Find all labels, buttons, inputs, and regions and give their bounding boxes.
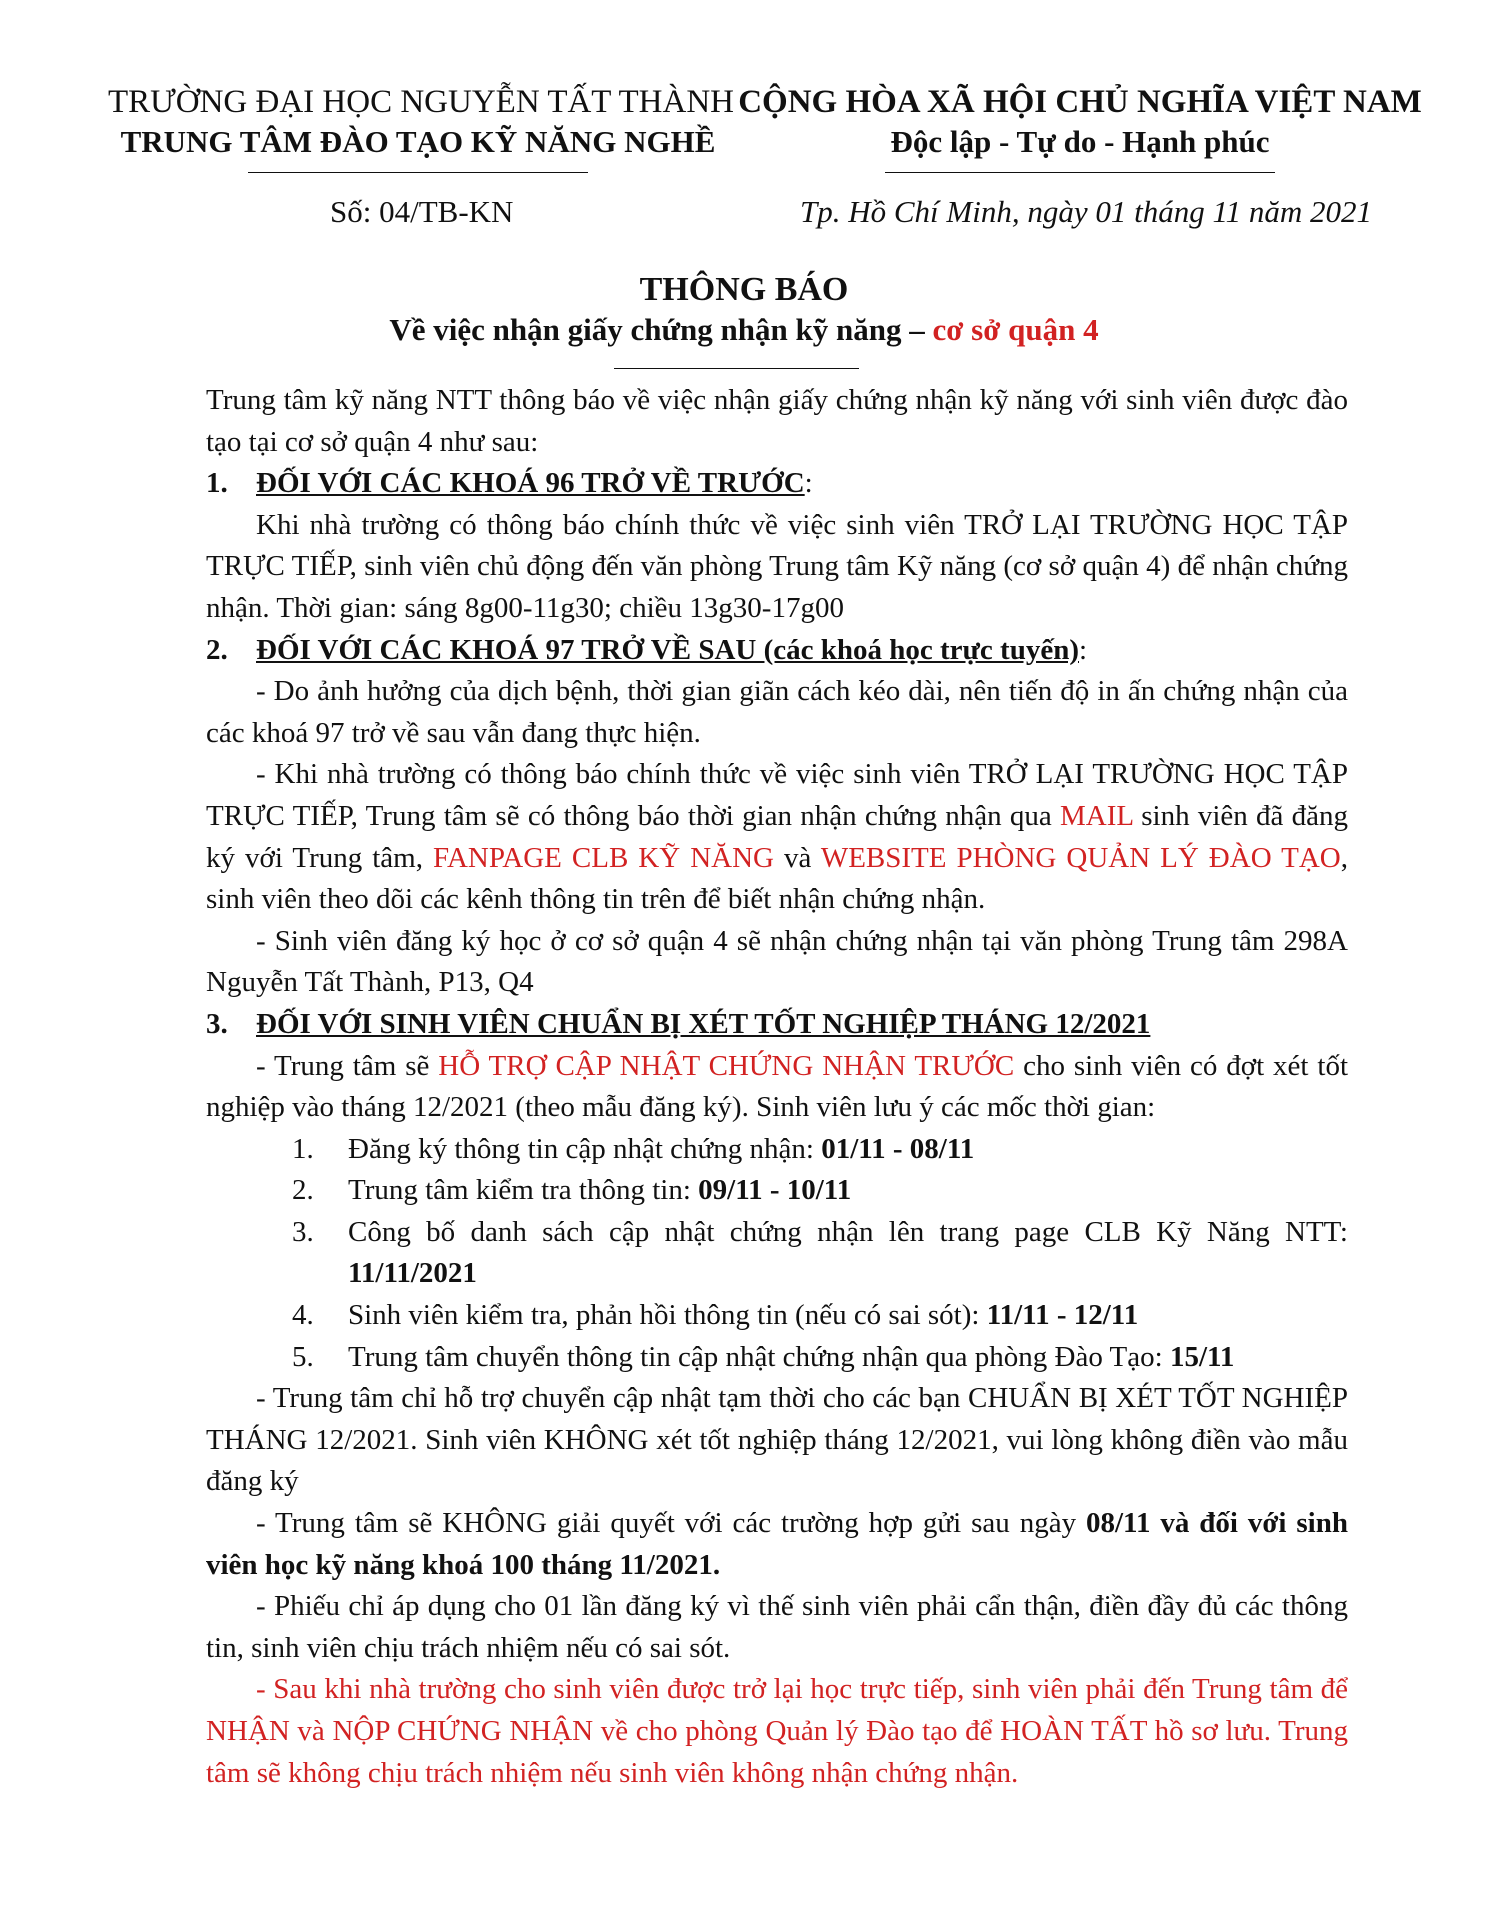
bullet1-text-1: - Trung tâm sẽ	[256, 1049, 439, 1082]
timeline-date: 09/11 - 10/11	[698, 1174, 852, 1207]
section2-heading	[206, 630, 1348, 672]
timeline-content	[348, 1212, 1348, 1295]
bullet3-text: - Trung tâm sẽ KHÔNG giải quyết với các trường hợp gửi sau ngày	[256, 1507, 1086, 1540]
timeline-text: Đăng ký thông tin cập nhật chứng nhận:	[348, 1132, 822, 1165]
timeline-date: 01/11 - 08/11	[821, 1132, 975, 1165]
header-left-underline	[248, 172, 588, 173]
section2-colon: :	[1079, 633, 1088, 666]
timeline-number: 1.	[292, 1132, 314, 1165]
timeline-date: 11/11 - 12/11	[986, 1299, 1139, 1332]
section2-bullet-1: - Do ảnh hưởng của dịch bệnh, thời gian giãn cách kéo dài, nên tiến độ in ấn chứng nhận của các khoá 97 trở về sau vẫn đang thực hiện.	[206, 675, 1348, 749]
timeline-text: Trung tâm chuyển thông tin cập nhật chứng nhận qua phòng Đào Tạo:	[348, 1340, 1170, 1373]
fanpage-channel: FANPAGE CLB KỸ NĂNG	[432, 841, 774, 874]
section1-number: 1.	[206, 467, 228, 500]
bullet2-text-2: sinh viên đã đăng ký với Trung tâm,	[206, 799, 1349, 874]
timeline-list	[206, 1129, 1348, 1379]
intro-text: Trung tâm kỹ năng NTT thông báo về việc nhận giấy chứng nhận kỹ năng với sinh viên được đào tạo tại cơ sở quận 4 như sau:	[206, 384, 1348, 458]
header-right	[730, 82, 1430, 173]
section1-title: ĐỐI VỚI CÁC KHOÁ 96 TRỞ VỀ TRƯỚC	[256, 467, 805, 500]
timeline-content	[348, 1170, 1348, 1212]
timeline-date: 11/11/2021	[348, 1257, 477, 1290]
support-highlight: HỖ TRỢ CẬP NHẬT CHỨNG NHẬN TRƯỚC	[438, 1049, 1015, 1082]
timeline-text: Sinh viên kiểm tra, phản hồi thông tin (nếu có sai sót):	[348, 1299, 987, 1332]
timeline-number: 3.	[292, 1215, 314, 1248]
section3-bullet-2: - Trung tâm chỉ hỗ trợ chuyển cập nhật tạm thời cho các bạn CHUẨN BỊ XÉT TỐT NGHIỆP THÁNG 12/2021. Sinh viên KHÔNG xét tốt nghiệp tháng 12/2021, vui lòng không điền vào mẫu đăng ký	[206, 1382, 1348, 1498]
timeline-text: Trung tâm kiểm tra thông tin:	[348, 1174, 699, 1207]
section3-heading	[206, 1004, 1348, 1046]
section3-bullet-1	[206, 1046, 1348, 1129]
doc-body	[206, 380, 1348, 1794]
doc-subtitle	[0, 310, 1488, 350]
bullet1-text-2: cho sinh viên có đợt xét tốt nghiệp vào tháng 12/2021 (theo mẫu đăng ký). Sinh viên lưu ý các mốc thời gian:	[206, 1049, 1349, 1124]
timeline-item	[292, 1129, 1348, 1171]
doc-number: Số: 04/TB-KN	[330, 194, 514, 229]
timeline-text: Công bố danh sách cập nhật chứng nhận lên trang page CLB Kỹ Năng NTT:	[348, 1215, 1348, 1248]
national-motto: Độc lập - Tự do - Hạnh phúc	[890, 124, 1270, 159]
section2-bullet-3: - Sinh viên đăng ký học ở cơ sở quận 4 sẽ nhận chứng nhận tại văn phòng Trung tâm 298A Nguyễn Tất Thành, P13, Q4	[206, 924, 1348, 999]
national-title: CỘNG HÒA XÃ HỘI CHỦ NGHĨA VIỆT NAM	[738, 84, 1422, 120]
section3-title: ĐỐI VỚI SINH VIÊN CHUẨN BỊ XÉT TỐT NGHIỆP THÁNG 12/2021	[256, 1007, 1151, 1040]
bullet2-text-4: , sinh viên theo dõi các kênh thông tin trên để biết nhận chứng nhận.	[206, 841, 1348, 916]
timeline-content	[348, 1337, 1348, 1379]
title-underline	[614, 368, 859, 369]
mail-channel: MAIL	[1059, 799, 1133, 832]
intro-paragraph	[206, 380, 1348, 463]
section3-bullet-4: - Phiếu chỉ áp dụng cho 01 lần đăng ký vì thế sinh viên phải cẩn thận, điền đầy đủ các thông tin, sinh viên chịu trách nhiệm nếu có sai sót.	[206, 1590, 1348, 1664]
timeline-item	[292, 1170, 1348, 1212]
section2-bullet-2	[206, 754, 1348, 920]
timeline-content	[348, 1129, 1348, 1171]
doc-title: THÔNG BÁO	[639, 271, 849, 308]
subtitle-highlight: cơ sở quận 4	[932, 312, 1099, 347]
bullet2-text-3: và	[773, 841, 821, 874]
section2-number: 2.	[206, 633, 228, 666]
section3-bullet-5: - Sau khi nhà trường cho sinh viên được trở lại học trực tiếp, sinh viên phải đến Trung tâm để NHẬN và NỘP CHỨNG NHẬN về cho phòng Quản lý Đào tạo để HOÀN TẤT hồ sơ lưu. Trung tâm sẽ không chịu trách nhiệm nếu sinh viên không nhận chứng nhận.	[206, 1673, 1348, 1789]
header-right-underline	[885, 172, 1275, 173]
section3-number: 3.	[206, 1007, 228, 1040]
timeline-item	[292, 1212, 1348, 1295]
section1-text: Khi nhà trường có thông báo chính thức về việc sinh viên TRỞ LẠI TRƯỜNG HỌC TẬP TRỰC TIẾP, sinh viên chủ động đến văn phòng Trung tâm Kỹ năng (cơ sở quận 4) để nhận chứng nhận. Thời gian: sáng 8g00-11g30; chiều 13g30-17g00	[206, 508, 1348, 624]
section3-bullet-3	[206, 1503, 1348, 1586]
section1-colon: :	[804, 467, 813, 500]
header-left	[108, 82, 735, 173]
center-name: TRUNG TÂM ĐÀO TẠO KỸ NĂNG NGHỀ	[120, 124, 716, 159]
subtitle-text: Về việc nhận giấy chứng nhận kỹ năng –	[389, 312, 933, 347]
timeline-content	[348, 1295, 1348, 1337]
section2-title: ĐỐI VỚI CÁC KHOÁ 97 TRỞ VỀ SAU (các khoá học trực tuyến)	[256, 633, 1079, 666]
place-date: Tp. Hồ Chí Minh, ngày 01 tháng 11 năm 2021	[800, 194, 1373, 229]
section1-heading	[206, 463, 1348, 505]
timeline-number: 5.	[292, 1340, 314, 1373]
university-name: TRƯỜNG ĐẠI HỌC NGUYỄN TẤT THÀNH	[108, 84, 735, 120]
bullet3-deadline: 08/11 và đối với sinh viên học kỹ năng khoá 100 tháng 11/2021.	[206, 1507, 1349, 1581]
timeline-date: 15/11	[1169, 1340, 1235, 1373]
bullet2-text-1: - Khi nhà trường có thông báo chính thức về việc sinh viên TRỞ LẠI TRƯỜNG HỌC TẬP TRỰC TIẾP, Trung tâm sẽ có thông báo thời gian nhận chứng nhận qua	[206, 758, 1348, 832]
timeline-number: 4.	[292, 1299, 314, 1332]
timeline-number: 2.	[292, 1174, 314, 1207]
timeline-item	[292, 1295, 1348, 1337]
timeline-item	[292, 1337, 1348, 1379]
website-channel: WEBSITE PHÒNG QUẢN LÝ ĐÀO TẠO	[820, 841, 1341, 874]
